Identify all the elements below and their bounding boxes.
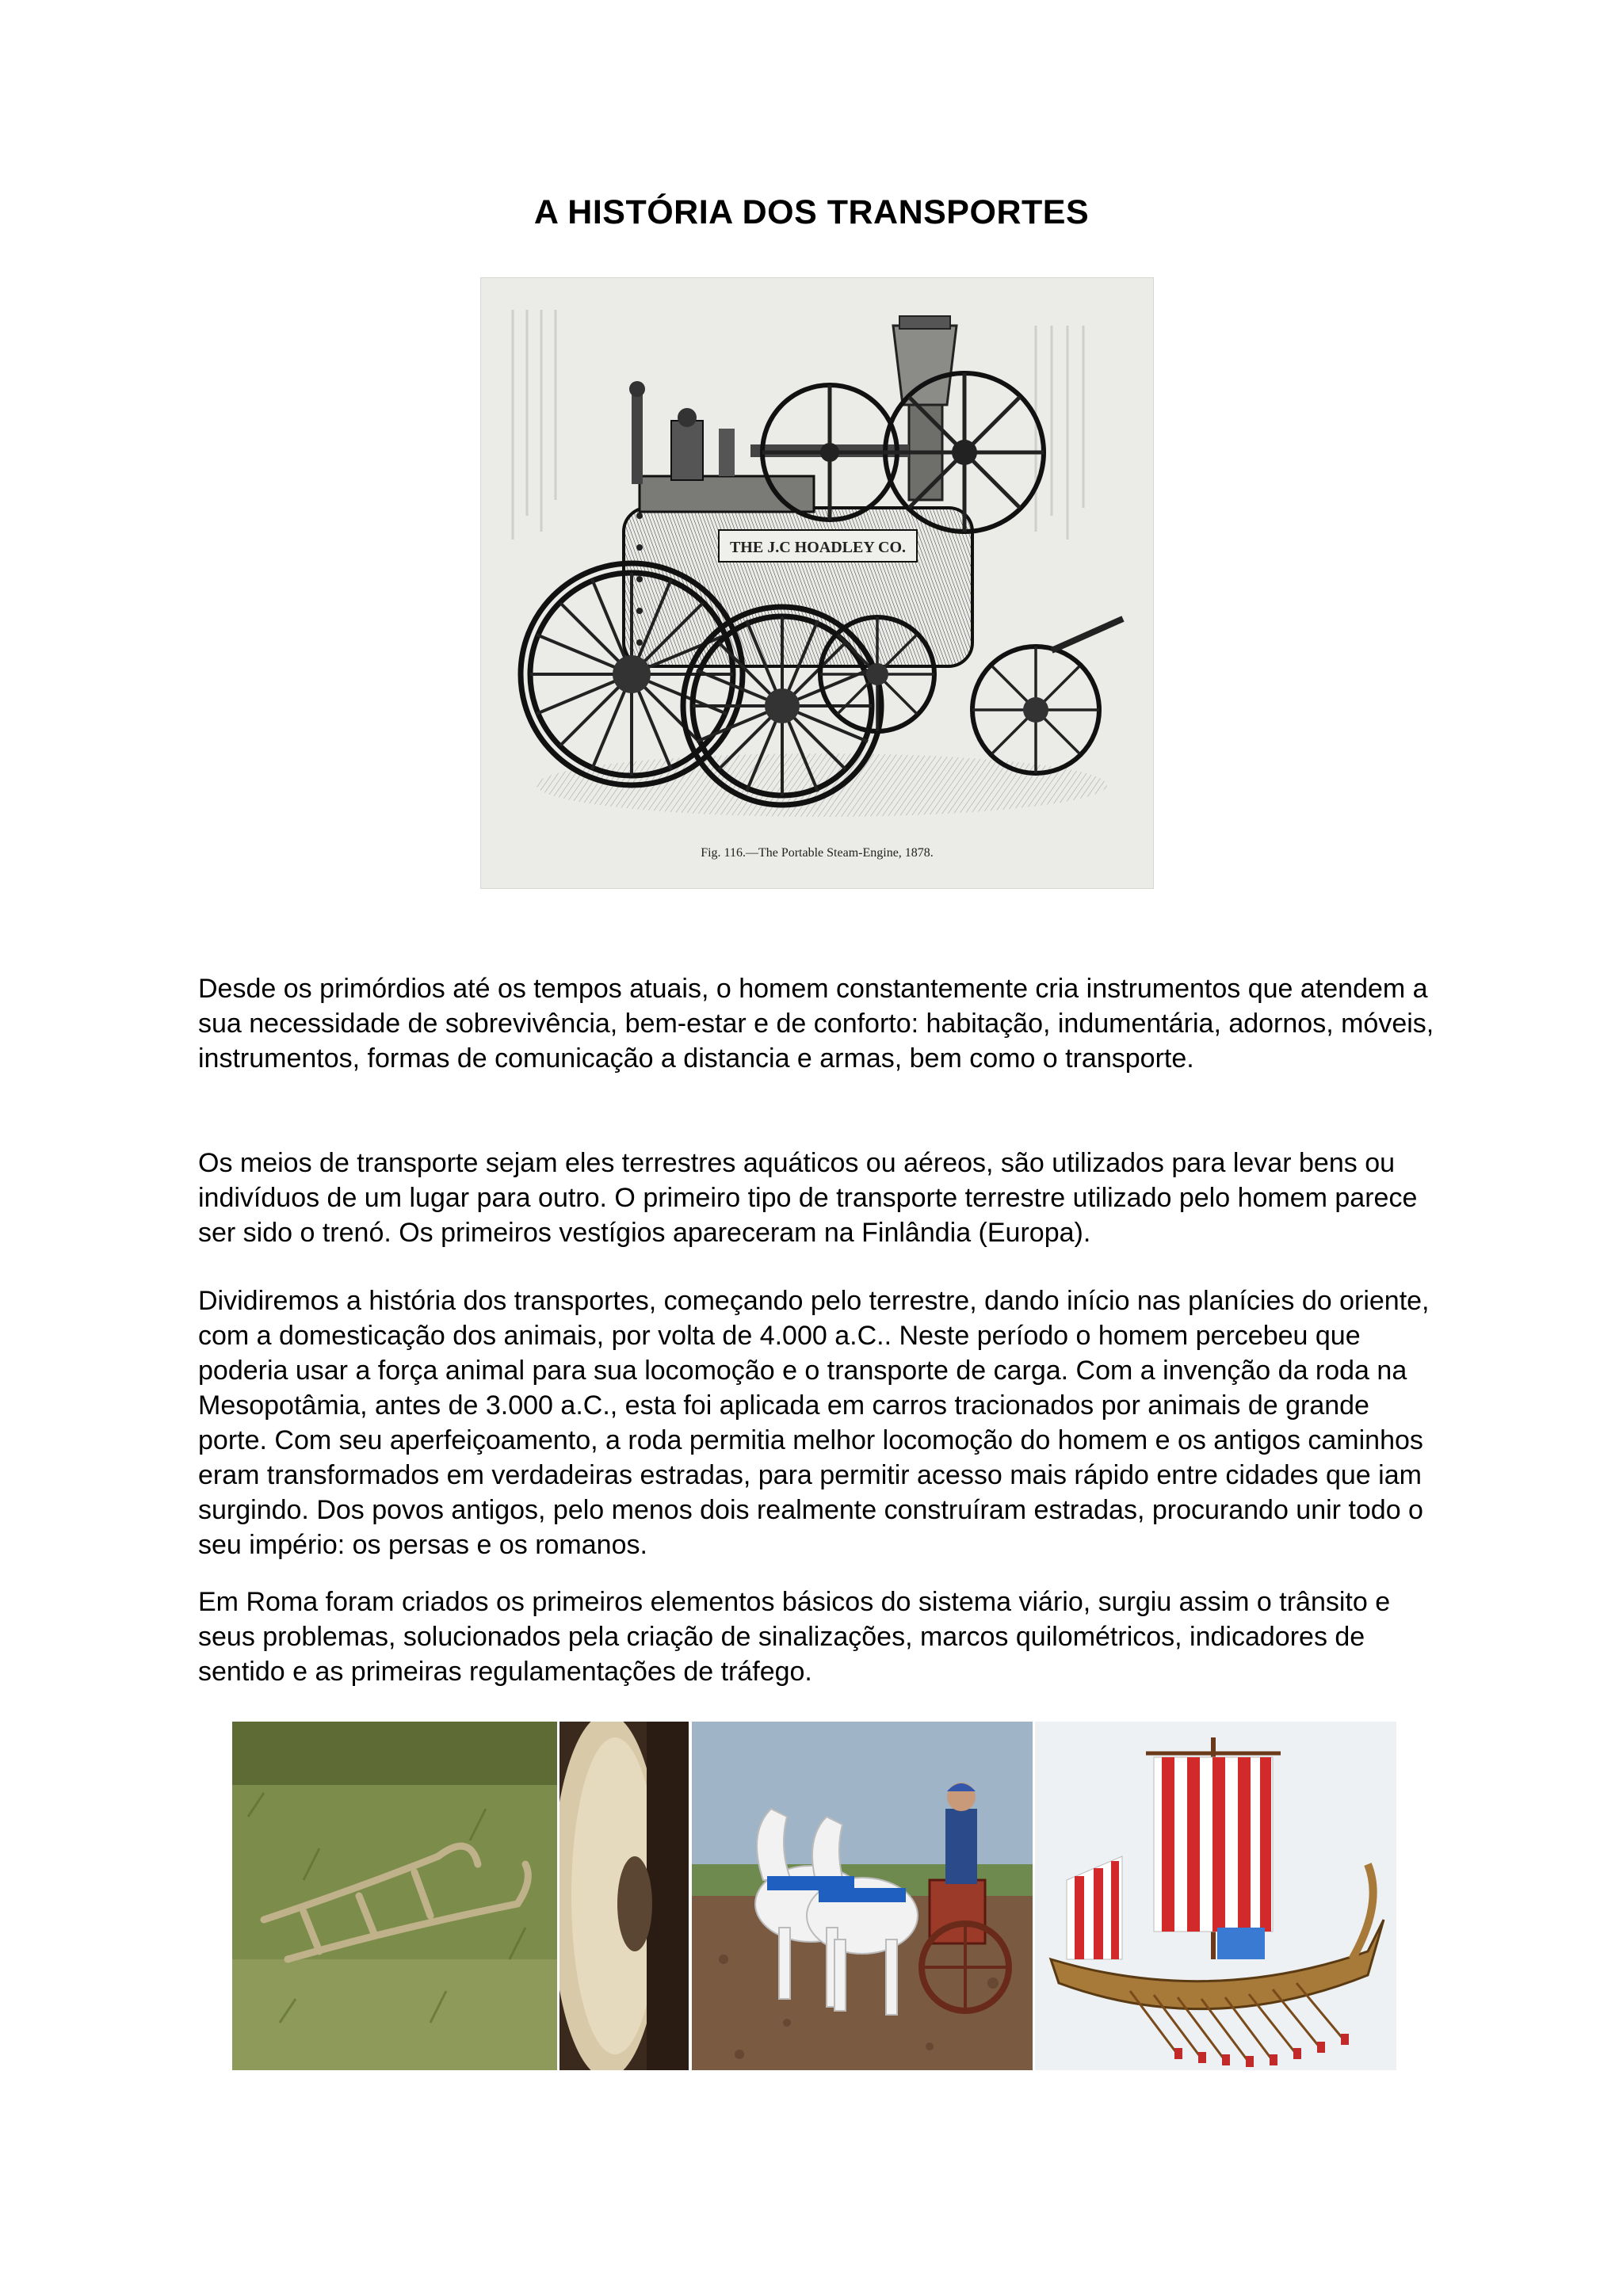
sled-photo	[232, 1722, 557, 2070]
paragraph-4: Em Roma foram criados os primeiros elementos básicos do sistema viário, surgiu assim o trânsito e seus problemas, solucionados pela criação de sinalizações, marcos quilométricos, indicadores de sentido e as primeiras regulamentações de tráfego.	[198, 1587, 1391, 1687]
ancient-galley-ship-photo-icon	[1035, 1722, 1396, 2070]
stone-wheel-photo-icon	[559, 1722, 689, 2070]
paragraph-2: Os meios de transporte sejam eles terrestres aquáticos ou aéreos, são utilizados para levar bens ou indivíduos de um lugar para outro. O primeiro tipo de transporte terrestre utilizado pelo homem parece ser sido o trenó. Os primeiros vestígios apareceram na Finlândia (Europa).	[198, 1148, 1418, 1248]
boiler-lettering: THE J.C HOADLEY CO.	[729, 539, 907, 556]
steam-engine-image	[480, 277, 1154, 889]
horse-chariot-photo-icon	[692, 1722, 1033, 2070]
stone-wheel-photo	[559, 1722, 689, 2070]
chariot-photo	[692, 1722, 1033, 2070]
page-title: A HISTÓRIA DOS TRANSPORTES	[533, 193, 1090, 231]
galley-ship-photo	[1035, 1722, 1396, 2070]
wooden-sled-photo-icon	[232, 1722, 557, 2070]
paragraph-3: Dividiremos a história dos transportes, começando pelo terrestre, dando início nas planícies do oriente, com a domesticação dos animais, por volta de 4.000 a.C.. Neste período o homem percebeu que poderia usar a força animal para sua locomoção e o transporte de carga. Com a invenção da roda na Mesopotâmia, antes de 3.000 a.C., esta foi aplicada em carros tracionados por animais de grande porte. Com seu aperfeiçoamento, a roda permitia melhor locomoção do homem e os antigos caminhos eram transformados em verdadeiras estradas, para permitir acesso mais rápido entre cidades que iam surgindo. Dos povos antigos, pelo menos dois realmente construíram estradas, procurando unir todo o seu império: os persas e os romanos.	[198, 1286, 1430, 1560]
steam-engine-engraving-icon	[481, 278, 1153, 888]
hero-caption: Fig. 116.—The Portable Steam-Engine, 1878.	[701, 846, 934, 860]
paragraph-1: Desde os primórdios até os tempos atuais, o homem constantemente cria instrumentos que atendem a sua necessidade de sobrevivência, bem-estar e de conforto: habitação, indumentária, adornos, móveis, instrumentos, formas de comunicação a distancia e armas, bem como o transporte.	[198, 974, 1434, 1074]
